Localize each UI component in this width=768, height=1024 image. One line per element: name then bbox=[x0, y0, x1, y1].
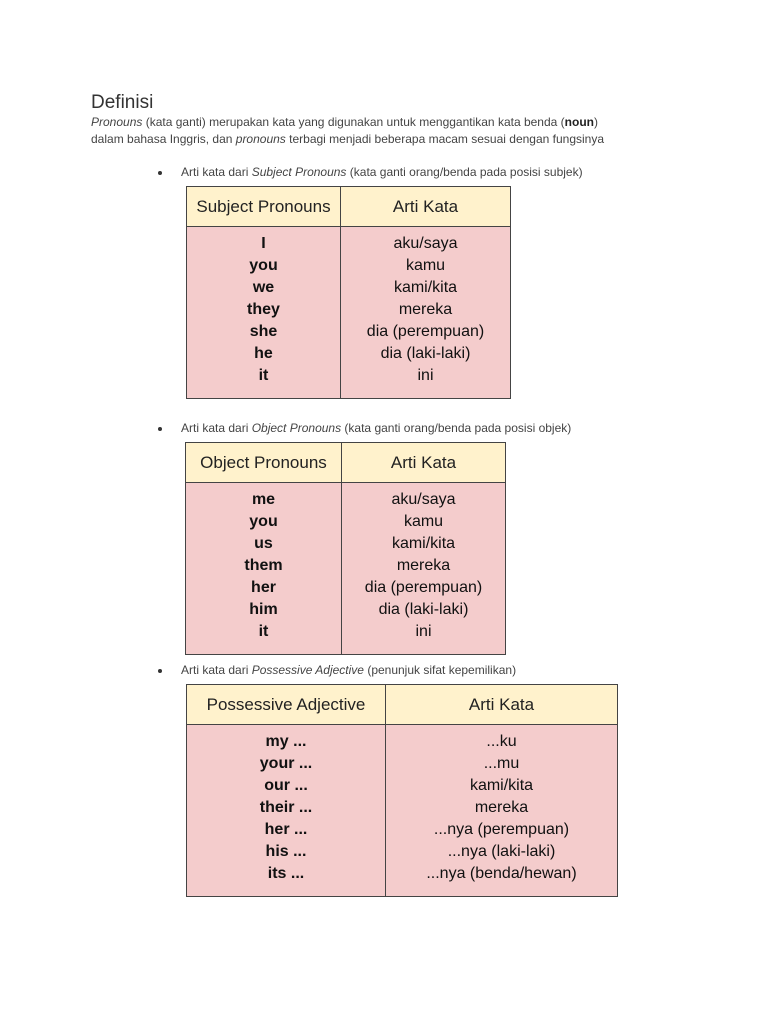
meaning-cell: kamu bbox=[403, 513, 444, 530]
meaning-cell: dia (perempuan) bbox=[364, 579, 483, 596]
meaning-cell: kami/kita bbox=[393, 279, 458, 296]
meaning-cell: ...nya (perempuan) bbox=[433, 821, 570, 838]
pronoun-cell: me bbox=[251, 491, 276, 508]
bullet-icon bbox=[158, 171, 162, 175]
meaning-cell: ...ku bbox=[486, 733, 517, 750]
bullet-suffix: (kata ganti orang/benda pada posisi subjek) bbox=[346, 165, 583, 179]
meaning-cell: kami/kita bbox=[391, 535, 456, 552]
bullet-text bbox=[181, 421, 571, 435]
bullet-icon bbox=[158, 427, 162, 431]
page-title: Definisi bbox=[91, 92, 154, 113]
meaning-column bbox=[341, 227, 511, 399]
meaning-cell: mereka bbox=[396, 557, 451, 574]
pronoun-column bbox=[187, 725, 386, 897]
bullet-prefix: Arti kata dari bbox=[181, 165, 252, 179]
pronoun-cell: she bbox=[249, 323, 278, 340]
bullet-text bbox=[181, 165, 583, 179]
bullet-term: Possessive Adjective bbox=[251, 663, 364, 677]
meaning-cell: ini bbox=[415, 623, 432, 640]
pronoun-cell: her bbox=[251, 579, 276, 596]
bullet-text bbox=[181, 663, 516, 677]
pronoun-cell: their ... bbox=[259, 799, 313, 816]
pronoun-column bbox=[186, 483, 342, 655]
pronoun-cell: you bbox=[249, 513, 278, 530]
pronoun-cell: your ... bbox=[259, 755, 313, 772]
bullet-term: Subject Pronouns bbox=[251, 165, 347, 179]
pronoun-column bbox=[187, 227, 341, 399]
pronoun-cell: him bbox=[249, 601, 278, 618]
pronoun-cell: we bbox=[252, 279, 275, 296]
pronoun-cell: they bbox=[247, 301, 280, 318]
bullet-suffix: (penunjuk sifat kepemilikan) bbox=[363, 663, 517, 677]
bullet-prefix: Arti kata dari bbox=[181, 663, 252, 677]
meaning-cell: mereka bbox=[474, 799, 529, 816]
pronoun-cell: it bbox=[258, 623, 269, 640]
table-header: Arti Kata bbox=[386, 685, 618, 725]
meaning-cell: aku/saya bbox=[391, 491, 456, 508]
meaning-column bbox=[342, 483, 506, 655]
object-pronouns-table bbox=[185, 442, 506, 655]
meaning-cell: dia (laki-laki) bbox=[378, 601, 469, 618]
pronoun-cell: you bbox=[249, 257, 278, 274]
table-header: Subject Pronouns bbox=[187, 187, 341, 227]
intro-text: (kata ganti) merupakan kata yang digunakan untuk menggantikan kata benda ( bbox=[142, 115, 565, 129]
intro-noun: noun bbox=[564, 115, 594, 129]
pronoun-cell: his ... bbox=[265, 843, 307, 860]
meaning-cell: mereka bbox=[398, 301, 453, 318]
pronoun-cell: its ... bbox=[267, 865, 305, 882]
table-header: Arti Kata bbox=[341, 187, 511, 227]
meaning-cell: dia (perempuan) bbox=[366, 323, 485, 340]
intro-text: ) bbox=[593, 115, 598, 129]
table-header: Object Pronouns bbox=[186, 443, 342, 483]
intro-term: pronouns bbox=[235, 132, 286, 146]
pronoun-cell: her ... bbox=[264, 821, 308, 838]
pronoun-cell: our ... bbox=[264, 777, 308, 794]
pronoun-cell: us bbox=[254, 535, 273, 552]
table-header: Possessive Adjective bbox=[187, 685, 386, 725]
meaning-cell: ...nya (benda/hewan) bbox=[426, 865, 577, 882]
intro-paragraph bbox=[91, 114, 731, 148]
meaning-cell: ...nya (laki-laki) bbox=[447, 843, 556, 860]
meaning-cell: ...mu bbox=[483, 755, 520, 772]
meaning-cell: kami/kita bbox=[469, 777, 534, 794]
pronoun-cell: it bbox=[258, 367, 269, 384]
pronoun-cell: my ... bbox=[265, 733, 307, 750]
meaning-cell: kamu bbox=[405, 257, 446, 274]
table-header: Arti Kata bbox=[342, 443, 506, 483]
meaning-cell: ini bbox=[417, 367, 434, 384]
subject-pronouns-table bbox=[186, 186, 511, 399]
meaning-cell: aku/saya bbox=[393, 235, 458, 252]
possessive-adjective-table bbox=[186, 684, 618, 897]
bullet-icon bbox=[158, 669, 162, 673]
meaning-column bbox=[386, 725, 618, 897]
bullet-prefix: Arti kata dari bbox=[181, 421, 252, 435]
bullet-suffix: (kata ganti orang/benda pada posisi objek) bbox=[341, 421, 572, 435]
intro-text: terbagi menjadi beberapa macam sesuai dengan fungsinya bbox=[285, 132, 605, 146]
pronoun-cell: he bbox=[254, 345, 273, 362]
intro-term: Pronouns bbox=[91, 115, 143, 129]
pronoun-cell: I bbox=[261, 235, 266, 252]
meaning-cell: dia (laki-laki) bbox=[380, 345, 471, 362]
pronoun-cell: them bbox=[244, 557, 283, 574]
intro-text: dalam bahasa Inggris, dan bbox=[91, 132, 236, 146]
bullet-term: Object Pronouns bbox=[251, 421, 342, 435]
